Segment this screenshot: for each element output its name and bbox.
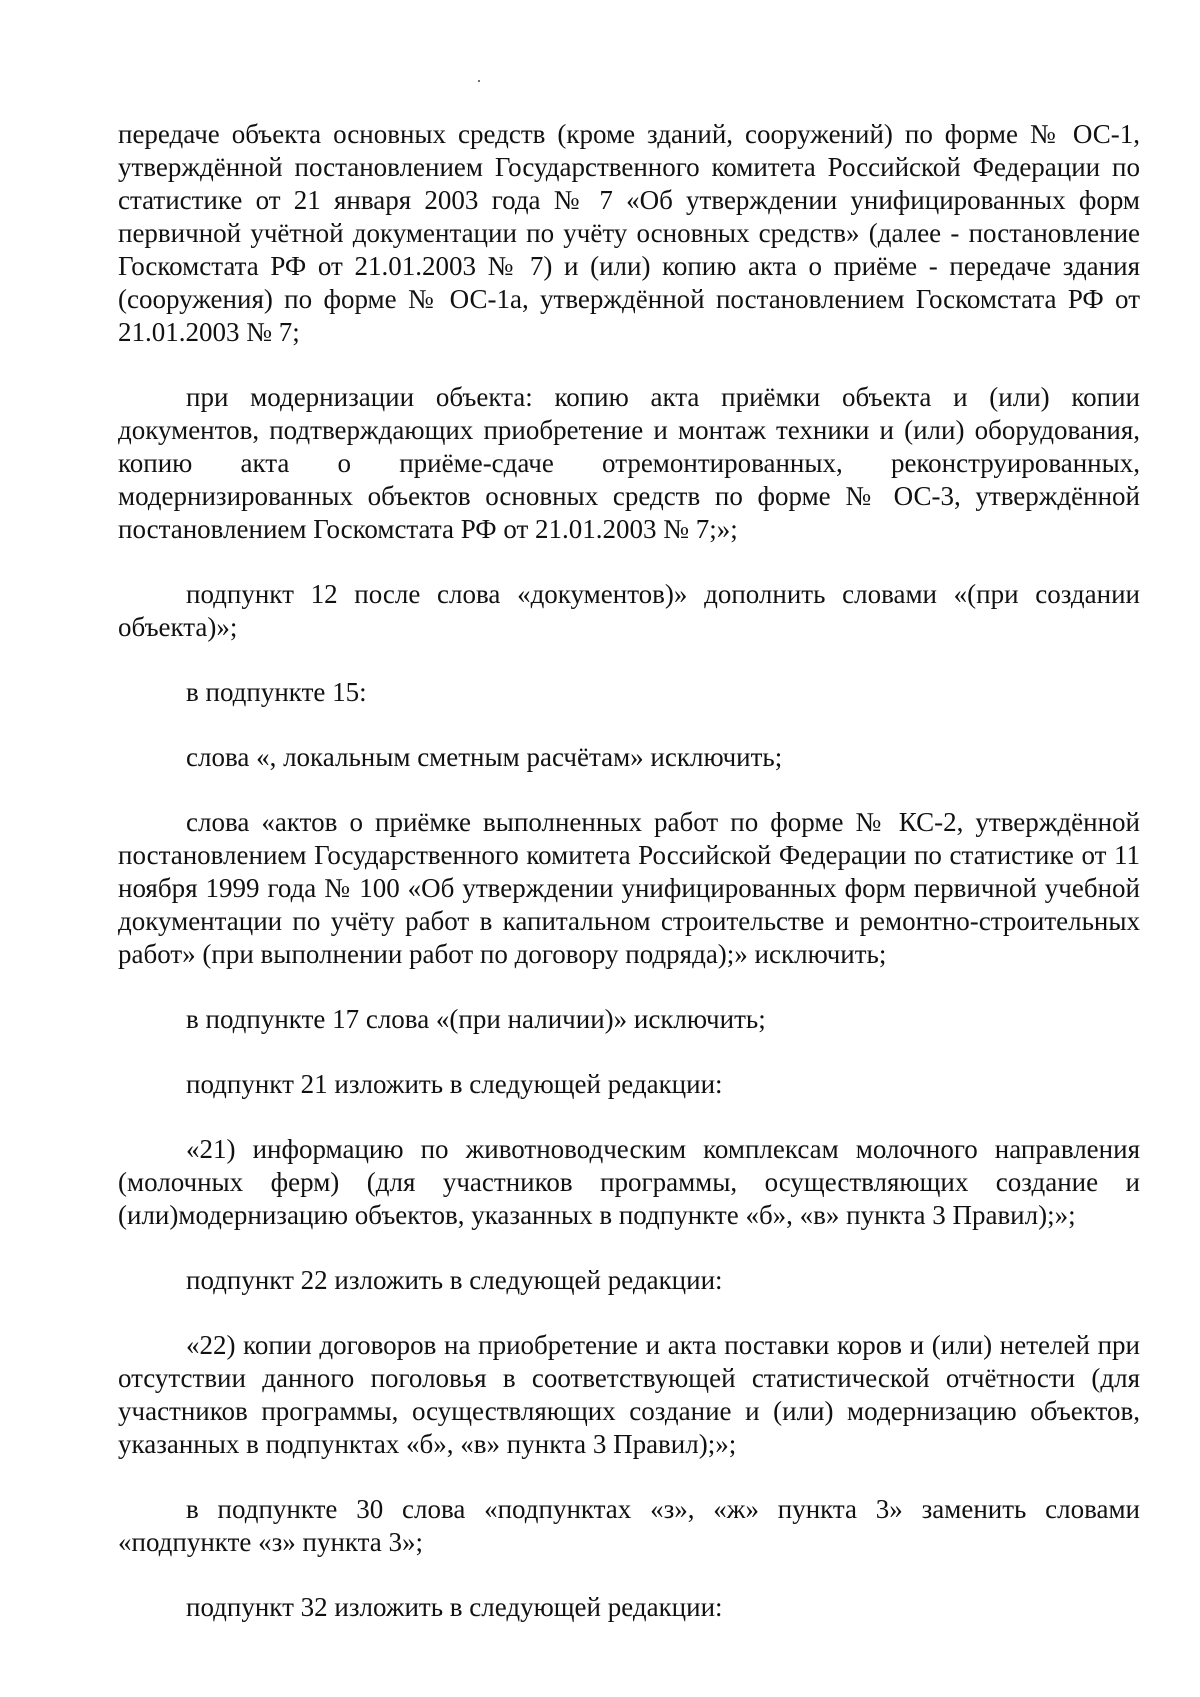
paragraph-os1-transfer: передаче объекта основных средств (кроме зданий, сооружений) по форме № ОС-1, утверждённой постановлением Государственного комитета Российской Федерации по статистике от 21 января 2003 года № 7 «Об утверждении унифицированных форм первичной учётной документации по учёту основных средств» (далее - постановление Госкомстата РФ от 21.01.2003 № 7) и (или) копию акта о приёме - передаче здания (сооружения) по форме № ОС-1а, утверждённой постановлением Госкомстата РФ от 21.01.2003 № 7;: [118, 119, 1140, 347]
paragraph-subitem-21-text: «21) информацию по животноводческим комплексам молочного направления (молочных ферм) (для участников программы, осуществляющих создание и (или)модернизацию объектов, указанных в подпункте «б», «в» пункта 3 Правил);»;: [118, 1134, 1140, 1230]
scan-speck: [478, 80, 480, 82]
paragraph-subitem-22-text: «22) копии договоров на приобретение и акта поставки коров и (или) нетелей при отсутствии данного поголовья в соответствующей статистической отчётности (для участников программы, осуществляющих создание и (или) модернизацию объектов, указанных в подпунктах «б», «в» пункта 3 Правил);»;: [118, 1330, 1140, 1459]
paragraph-subitem-12: подпункт 12 после слова «документов)» дополнить словами «(при создании объекта)»;: [118, 579, 1140, 642]
paragraph-subitem-15: в подпункте 15:: [186, 677, 367, 707]
paragraph-modernization: при модернизации объекта: копию акта приёмки объекта и (или) копии документов, подтверждающих приобретение и монтаж техники и (или) оборудования, копию акта о приёме-сдаче отремонтированных, реконструированных, модернизированных объектов основных средств по форме № ОС-3, утверждённой постановлением Госкомстата РФ от 21.01.2003 № 7;»;: [118, 382, 1140, 544]
paragraph-subitem-17: в подпункте 17 слова «(при наличии)» исключить;: [186, 1004, 766, 1034]
paragraph-subitem-32-heading: подпункт 32 изложить в следующей редакции:: [186, 1592, 723, 1622]
paragraph-subitem-30: в подпункте 30 слова «подпунктах «з», «ж» пункта 3» заменить словами «подпункте «з» пункта 3»;: [118, 1494, 1140, 1557]
paragraph-ks2-acts: слова «актов о приёмке выполненных работ по форме № КС-2, утверждённой постановлением Государственного комитета Российской Федерации по статистике от 11 ноября 1999 года № 100 «Об утверждении унифицированных форм первичной учебной документации по учёту работ в капитальном строительстве и ремонтно-строительных работ» (при выполнении работ по договору подряда);» исключить;: [118, 807, 1140, 969]
paragraph-subitem-21-heading: подпункт 21 изложить в следующей редакции:: [186, 1069, 723, 1099]
document-page: [118, 118, 1140, 1624]
paragraph-subitem-22-heading: подпункт 22 изложить в следующей редакции:: [186, 1265, 723, 1295]
paragraph-local-estimates: слова «, локальным сметным расчётам» исключить;: [186, 742, 783, 772]
